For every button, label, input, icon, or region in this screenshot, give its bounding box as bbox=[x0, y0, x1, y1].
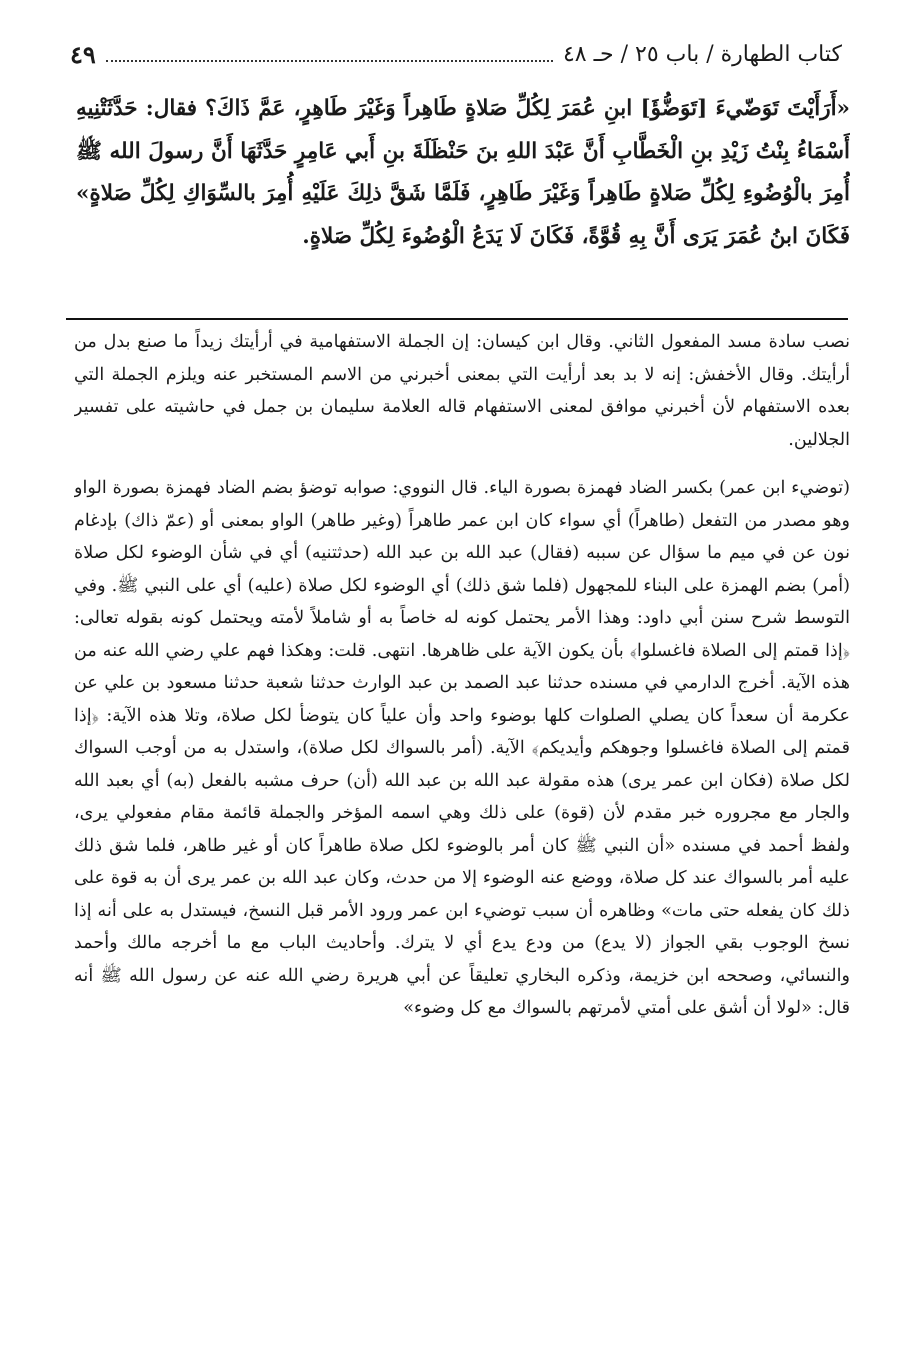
running-header bbox=[70, 34, 842, 74]
commentary-paragraph-2: (توضيء ابن عمر) بكسر الضاد فهمزة بصورة الياء. قال النووي: صوابه توضؤ بضم الضاد فهمزة بصورة الواو وهو مصدر من التفعل (طاهراً) أي سواء كان ابن عمر طاهراً (وغير طاهر) الواو بمعنى أو (عمّ ذاك) بإدغام نون عن في ميم ما سؤال عن سببه (فقال) عبد الله بن عبد الله (حدثتنيه) أي في شأن الوضوء لكل صلاة (أمر) بضم الهمزة على البناء للمجهول (فلما شق ذلك) أي الوضوء لكل صلاة (عليه) أي على النبي ﷺ. وفي التوسط شرح سنن أبي داود: وهذا الأمر يحتمل كونه له خاصاً به أو شاملاً لأمته ويحتمل كونه بقوله تعالى: ﴿إذا قمتم إلى الصلاة فاغسلوا﴾ بأن يكون الآية على ظاهرها. انتهى. قلت: وهكذا فهم علي رضي الله عنه من هذه الآية. أخرج الدارمي في مسنده حدثنا عبد الصمد بن عبد الوارث حدثنا شعبة حدثنا مسعود بن علي عن عكرمة أن سعداً كان يصلي الصلوات كلها بوضوء واحد وأن علياً كان يتوضأ لكل صلاة، وتلا هذه الآية: ﴿إذا قمتم إلى الصلاة فاغسلوا وجوهكم وأيديكم﴾ الآية. (أمر بالسواك لكل صلاة)، واستدل به من أوجب السواك لكل صلاة (فكان ابن عمر يرى) هذه مقولة عبد الله بن عبد الله (أن) حرف مشبه بالفعل (به) أي بعبد الله والجار مع مجروره خبر مقدم لأن (قوة) على ذلك وهي اسمه المؤخر والجملة قائمة مقام مفعولي يرى، ولفظ أحمد في مسنده «أن النبي ﷺ كان أمر بالوضوء لكل صلاة طاهراً كان أو غير طاهر، فلما شق ذلك عليه أمر بالسواك عند كل صلاة، ووضع عنه الوضوء إلا من حدث، وكان عبد الله بن عمر يرى أن به قوة على ذلك كان يفعله حتى مات» وظاهره أن سبب توضيء ابن عمر ورود الأمر قبل النسخ، فيستدل به على أنه إذا نسخ الوجوب بقي الجواز (لا يدع) من ودع يدع أي لا يترك. وأحاديث الباب مع ما أخرجه مالك وأحمد والنسائي، وصححه ابن خزيمة، وذكره البخاري تعليقاً عن أبي هريرة رضي الله عنه عن رسول الله ﷺ أنه قال: «لولا أن أشق على أمتي لأمرتهم بالسواك مع كل وضوء» bbox=[74, 478, 850, 1018]
commentary bbox=[74, 326, 850, 1326]
page-number: ٤٩ bbox=[70, 39, 96, 69]
footnote-divider bbox=[66, 318, 848, 320]
chapter-title: كتاب الطهارة / باب ٢٥ / حـ ٤٨ bbox=[562, 41, 842, 67]
hadith-text: «أَرَأَيْتَ تَوَضّيءَ [تَوَضُّؤَ] ابنِ عُمَرَ لِكُلِّ صَلاةٍ طَاهِراً وَغَيْرَ طَاهِرٍ، عَمَّ ذَاكَ؟ فقال: حَدَّثَتْنِيهِ أَسْمَاءُ بِنْتُ زَيْدِ بنِ الْخَطَّابِ أَنَّ عَبْدَ اللهِ بنَ حَنْظَلَةَ بنِ أَبي عَامِرٍ حَدَّثَهَا أَنَّ رسولَ الله ﷺ أُمِرَ بالْوُضُوءِ لِكُلِّ صَلاةٍ طَاهِراً وَغَيْرَ طَاهِرٍ، فَلَمَّا شَقَّ ذلِكَ عَلَيْهِ أُمِرَ بالسِّوَاكِ لِكُلِّ صَلاةٍ» فَكَانَ ابنُ عُمَرَ يَرَى أَنَّ بِهِ قُوَّةً، فَكَانَ لَا يَدَعُ الْوُضُوءَ لِكُلِّ صَلاةٍ. bbox=[76, 96, 850, 249]
dotted-leader bbox=[106, 46, 553, 62]
commentary-paragraph-1: نصب سادة مسد المفعول الثاني. وقال ابن كيسان: إن الجملة الاستفهامية في أرأيتك زيداً ما صنع بدل من أرأيتك. وقال الأخفش: إنه لا بد بعد أرأيت التي بمعنى أخبرني من الاسم المستخبر عنه ويلزم الجملة التي بعده الاستفهام لأن أخبرني موافق لمعنى الاستفهام قاله العلامة سليمان بن جمل في حاشيته على تفسير الجلالين. bbox=[74, 332, 850, 450]
